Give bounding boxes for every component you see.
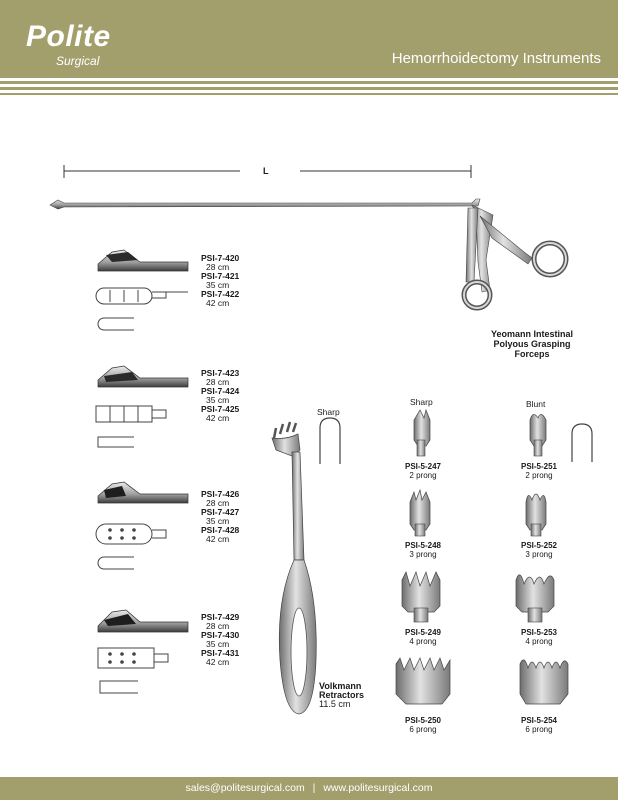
blunt-hook-2-prong	[530, 414, 592, 462]
prong-count: 4 prong	[525, 637, 553, 646]
product-code: PSI-5-250	[404, 716, 442, 725]
blunt-hook-4-prong	[516, 575, 554, 622]
retractor-size: 11.5 cm	[319, 699, 351, 709]
sharp-hook-4-prong	[402, 572, 440, 622]
forceps-tip-3	[96, 482, 188, 569]
forceps-name	[482, 329, 582, 359]
product-size: 42 cm	[206, 657, 230, 667]
hook-caption	[398, 541, 448, 559]
forceps-item-1	[201, 254, 239, 308]
product-size: 28 cm	[206, 498, 230, 508]
sharp-hook-3-prong	[410, 490, 430, 536]
product-code: PSI-7-424	[201, 386, 240, 396]
product-code: PSI-7-422	[201, 289, 240, 299]
footer-email-link[interactable]: sales@politesurgical.com	[185, 782, 305, 794]
product-code: PSI-7-430	[201, 630, 240, 640]
page-title: Hemorrhoidectomy Instruments	[391, 50, 601, 67]
hook-caption	[398, 628, 448, 646]
hook-caption	[514, 541, 564, 559]
footer-separator: |	[312, 782, 316, 794]
product-size: 35 cm	[206, 639, 230, 649]
product-code: PSI-7-423	[201, 368, 240, 378]
product-code: PSI-5-248	[404, 541, 442, 550]
forceps-name-line: Yeomann Intestinal	[490, 329, 574, 339]
prong-count: 3 prong	[525, 550, 553, 559]
forceps-item-3	[201, 490, 239, 544]
brand-logo: Polite	[26, 20, 111, 53]
product-code: PSI-5-252	[520, 541, 558, 550]
product-code: PSI-7-425	[201, 404, 240, 414]
product-code: PSI-5-247	[404, 462, 442, 471]
forceps-tip-4	[98, 610, 188, 693]
prong-count: 6 prong	[409, 725, 437, 734]
prong-count: 2 prong	[525, 471, 553, 480]
product-size: 42 cm	[206, 534, 230, 544]
prong-count: 2 prong	[409, 471, 437, 480]
product-size: 42 cm	[206, 298, 230, 308]
product-size: 28 cm	[206, 262, 230, 272]
prong-count: 3 prong	[409, 550, 437, 559]
blunt-hook-3-prong	[526, 494, 546, 536]
hooks-sharp-label: Sharp	[410, 397, 433, 407]
product-code: PSI-5-253	[520, 628, 558, 637]
hook-caption	[514, 462, 564, 480]
product-code: PSI-7-428	[201, 525, 240, 535]
retractor-sharp-label: Sharp	[317, 407, 340, 417]
product-code: PSI-5-254	[520, 716, 558, 725]
product-code: PSI-7-431	[201, 648, 240, 658]
hook-caption	[398, 462, 448, 480]
hook-caption	[514, 628, 564, 646]
sharp-hook-6-prong	[396, 658, 450, 704]
footer-bar	[0, 777, 618, 800]
retractor-name	[319, 682, 364, 709]
product-size: 35 cm	[206, 280, 230, 290]
forceps-item-4	[201, 613, 239, 667]
product-code: PSI-7-429	[201, 612, 240, 622]
forceps-tip-1	[96, 250, 188, 330]
footer-website-link[interactable]: www.politesurgical.com	[323, 782, 433, 794]
product-size: 42 cm	[206, 413, 230, 423]
hook-caption	[398, 716, 448, 734]
hook-caption	[514, 716, 564, 734]
product-size: 35 cm	[206, 516, 230, 526]
product-code: PSI-7-427	[201, 507, 240, 517]
sharp-hook-2-prong	[414, 410, 430, 456]
product-size: 28 cm	[206, 377, 230, 387]
forceps-name-line: Forceps	[514, 349, 550, 359]
product-code: PSI-7-426	[201, 489, 240, 499]
forceps-item-2	[201, 369, 239, 423]
retractor-name-line: Retractors	[319, 690, 365, 700]
product-code: PSI-7-421	[201, 271, 240, 281]
forceps-tip-2	[96, 366, 188, 447]
product-size: 28 cm	[206, 621, 230, 631]
prong-count: 6 prong	[525, 725, 553, 734]
brand-subtitle: Surgical	[56, 54, 100, 68]
product-size: 35 cm	[206, 395, 230, 405]
product-code: PSI-5-251	[520, 462, 558, 471]
volkmann-retractor	[272, 418, 340, 714]
hooks-blunt-label: Blunt	[526, 399, 546, 409]
product-code: PSI-7-420	[201, 253, 240, 263]
retractor-name-line: Volkmann	[319, 681, 362, 691]
dimension-label: L	[263, 166, 269, 176]
blunt-hook-6-prong	[520, 660, 568, 704]
product-code: PSI-5-249	[404, 628, 442, 637]
prong-count: 4 prong	[409, 637, 437, 646]
forceps-name-line: Polyous Grasping	[493, 339, 571, 349]
